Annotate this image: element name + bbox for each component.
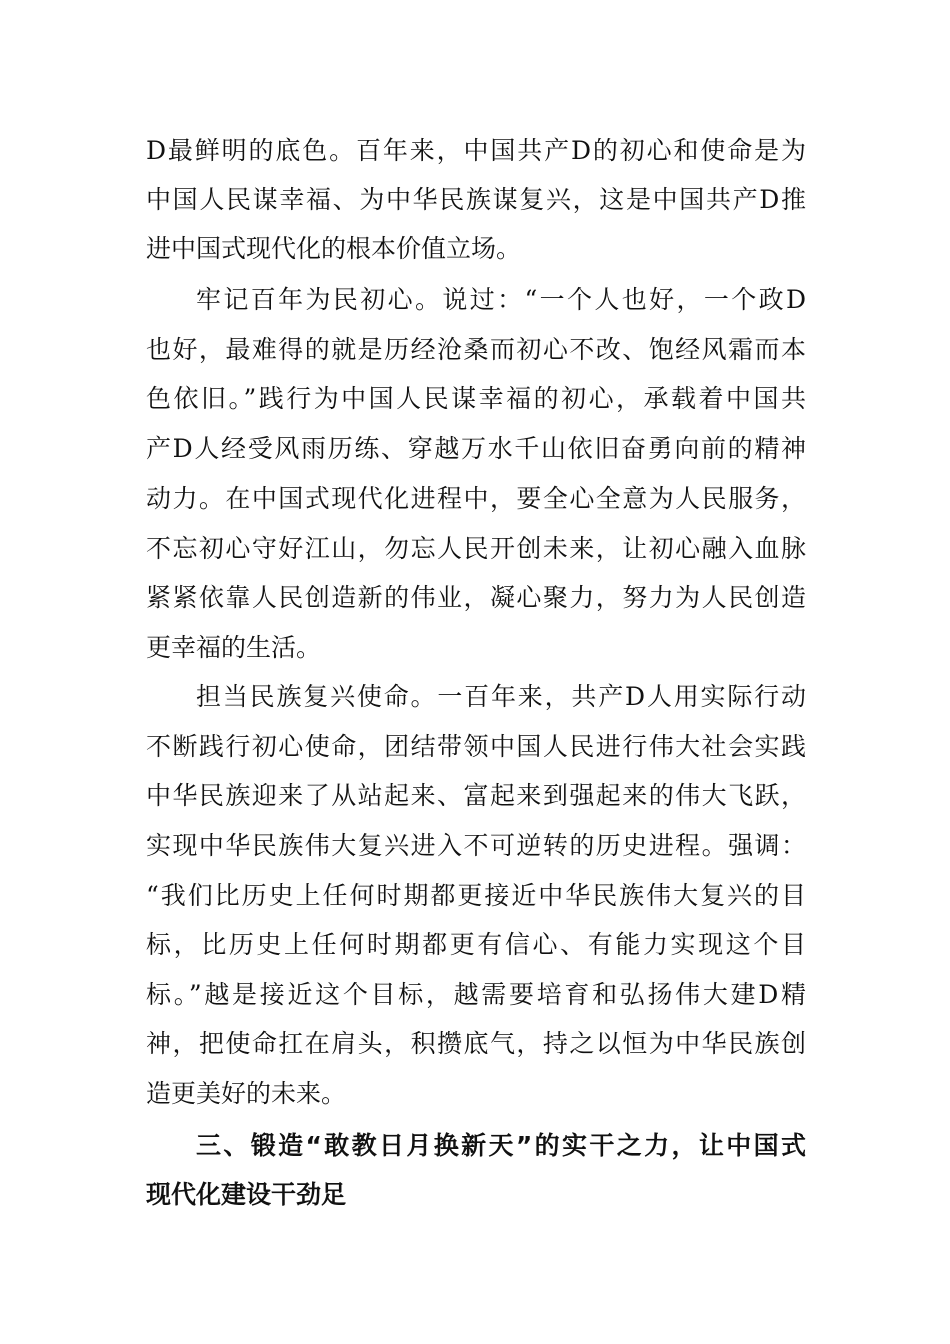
paragraph-3-line-4: 实现中华民族伟大复兴进入不可逆转的历史进程。强调： (146, 831, 806, 860)
paragraph-1-line-1: D最鲜明的底色。百年来，中国共产D的初心和使命是为 (146, 136, 806, 165)
paragraph-2-line-7: 紧紧依靠人民创造新的伟业，凝心聚力，努力为人民创造 (146, 583, 806, 612)
paragraph-3-line-3: 中华民族迎来了从站起来、富起来到强起来的伟大飞跃， (146, 781, 806, 810)
paragraph-3-line-7: 标。”越是接近这个目标，越需要培育和弘扬伟大建D精 (146, 980, 806, 1009)
paragraph-2-line-8: 更幸福的生活。 (146, 633, 322, 662)
paragraph-1-line-3: 进中国式现代化的根本价值立场。 (146, 234, 522, 263)
paragraph-1-line-2: 中国人民谋幸福、为中华民族谋复兴，这是中国共产D推 (146, 185, 806, 214)
paragraph-3-line-5: “我们比历史上任何时期都更接近中华民族伟大复兴的目 (146, 881, 806, 910)
section-heading-line-2: 现代化建设干劲足 (146, 1180, 347, 1209)
paragraph-2-line-2: 也好，最难得的就是历经沧桑而初心不改、饱经风霜而本 (146, 335, 806, 364)
paragraph-2-line-3: 色依旧。”践行为中国人民谋幸福的初心，承载着中国共 (146, 384, 806, 413)
paragraph-2-line-4: 产D人经受风雨历练、穿越万水千山依旧奋勇向前的精神 (146, 434, 806, 463)
paragraph-2-line-5: 动力。在中国式现代化进程中，要全心全意为人民服务， (146, 484, 806, 513)
section-heading-line-1: 三、锻造“敢教日月换新天”的实干之力，让中国式 (196, 1131, 806, 1160)
paragraph-3-line-8: 神，把使命扛在肩头，积攒底气，持之以恒为中华民族创 (146, 1029, 806, 1058)
paragraph-3-line-6: 标，比历史上任何时期都更有信心、有能力实现这个目 (146, 930, 806, 959)
paragraph-2-line-1: 牢记百年为民初心。说过：“一个人也好，一个政D (196, 285, 806, 314)
paragraph-2-line-6: 不忘初心守好江山，勿忘人民开创未来，让初心融入血脉 (146, 534, 806, 563)
paragraph-3-line-9: 造更美好的未来。 (146, 1079, 347, 1108)
paragraph-3-line-1: 担当民族复兴使命。一百年来，共产D人用实际行动 (196, 682, 806, 711)
paragraph-3-line-2: 不断践行初心使命，团结带领中国人民进行伟大社会实践 (146, 732, 806, 761)
